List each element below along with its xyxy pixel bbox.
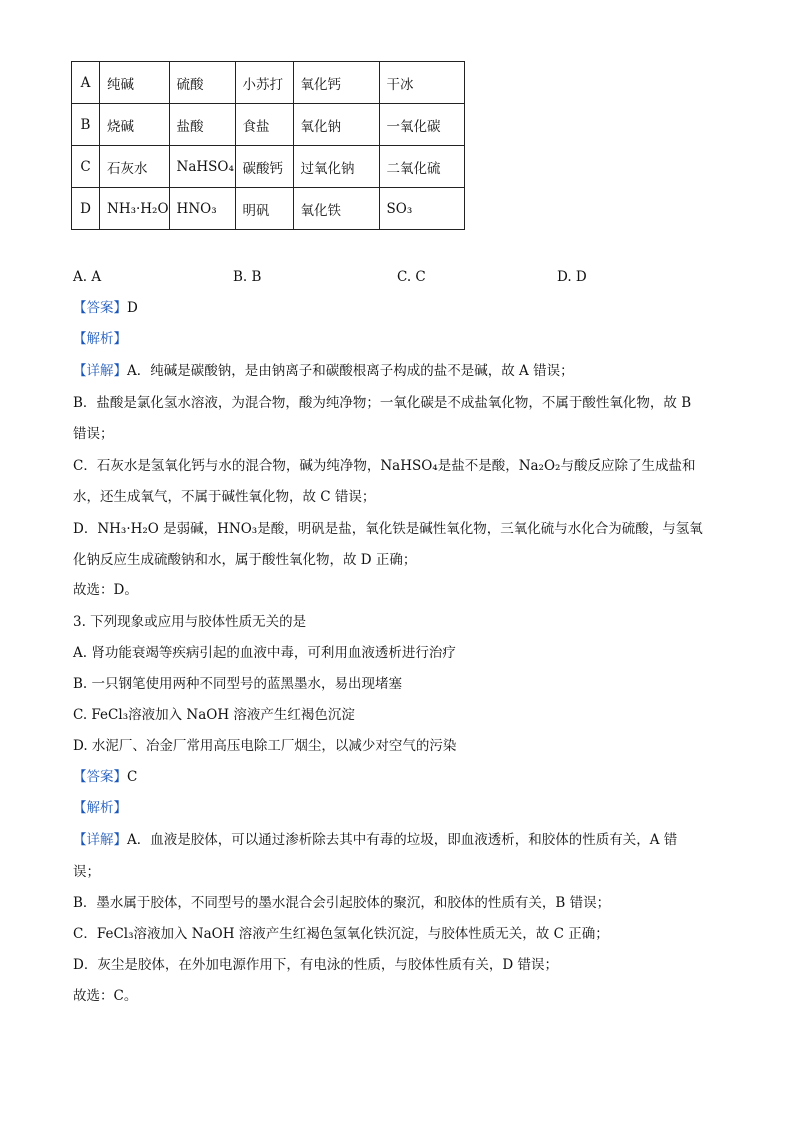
option-a: A. 肾功能衰竭等疾病引起的血液中毒，可利用血液透析进行治疗: [73, 645, 456, 661]
table-cell: 二氧化硫: [379, 146, 464, 188]
explanation-line: B．墨水属于胶体，不同型号的墨水混合会引起胶体的聚沉，和胶体的性质有关，B 错误；: [73, 895, 611, 911]
table-cell: 碳酸钙: [235, 146, 293, 188]
answer-line: [73, 767, 137, 787]
explanation-line: 故选：D。: [73, 582, 138, 598]
answer-line: [73, 298, 138, 318]
option-d: D. 水泥厂、冶金厂常用高压电除工厂烟尘，以减少对空气的污染: [73, 738, 457, 754]
choice-d: D. D: [557, 269, 587, 285]
table-cell: 氧化铁: [293, 188, 379, 230]
explanation-line: 误；: [73, 864, 100, 880]
explanation-line: C．FeCl₃溶液加入 NaOH 溶液产生红褐色氢氧化铁沉淀，与胶体性质无关，故 C 正确；: [73, 926, 609, 942]
question-stem: 3. 下列现象或应用与胶体性质无关的是: [73, 614, 307, 630]
table-cell: C: [72, 146, 100, 188]
answer-value: D: [127, 300, 138, 316]
table-cell: 氧化钙: [293, 62, 379, 104]
table-cell: 烧碱: [100, 104, 170, 146]
table-cell: NH₃·H₂O: [100, 188, 170, 230]
table-row: [72, 104, 465, 146]
table-row: [72, 62, 465, 104]
option-b: B. 一只钢笔使用两种不同型号的蓝黑墨水，易出现堵塞: [73, 676, 403, 692]
explanation-line: C．石灰水是氢氧化钙与水的混合物，碱为纯净物，NaHSO₄是盐不是酸，Na₂O₂与酸反应除了生成盐和: [73, 458, 696, 474]
table-cell: HNO₃: [169, 188, 235, 230]
analysis-tag: 【解析】: [73, 331, 127, 347]
table-cell: 明矾: [235, 188, 293, 230]
explanation-line: D．NH₃·H₂O 是弱碱，HNO₃是酸，明矾是盐，氧化铁是碱性氧化物，三氧化硫与水化合为硫酸，与氢氧: [73, 521, 703, 537]
option-c: C. FeCl₃溶液加入 NaOH 溶液产生红褐色沉淀: [73, 707, 355, 723]
table-cell: 氧化钠: [293, 104, 379, 146]
explanation-line: 【详解】A．血液是胶体，可以通过渗析除去其中有毒的垃圾，即血液透析，和胶体的性质有关，A 错: [73, 832, 678, 848]
analysis-tag: 【解析】: [73, 800, 127, 816]
explanation-line: 故选：C。: [73, 988, 138, 1004]
table-cell: 硫酸: [169, 62, 235, 104]
table-cell: 石灰水: [100, 146, 170, 188]
explanation-line: 错误；: [73, 426, 114, 442]
answer-value: C: [127, 769, 138, 785]
table-cell: D: [72, 188, 100, 230]
answer-tag: 【答案】: [73, 769, 127, 785]
table-cell: 干冰: [379, 62, 464, 104]
choice-b: B. B: [233, 269, 262, 285]
explanation-line: B．盐酸是氯化氢水溶液，为混合物，酸为纯净物；一氧化碳是不成盐氧化物，不属于酸性氧化物，故 B: [73, 395, 692, 411]
explanation-line: 【详解】A．纯碱是碳酸钠，是由钠离子和碳酸根离子构成的盐不是碱，故 A 错误；: [73, 363, 574, 379]
explanation-line: D．灰尘是胶体，在外加电源作用下，有电泳的性质，与胶体性质有关，D 错误；: [73, 957, 558, 973]
explanation-line: 化钠反应生成硫酸钠和水，属于酸性氧化物，故 D 正确；: [73, 552, 417, 568]
explanation-line: 水，还生成氧气，不属于碱性氧化物，故 C 错误；: [73, 489, 376, 505]
table-cell: B: [72, 104, 100, 146]
detail-tag: 【详解】: [73, 832, 127, 848]
choice-a: A. A: [73, 269, 102, 285]
choice-c: C. C: [397, 269, 426, 285]
classification-table: [71, 61, 465, 230]
table-row: [72, 188, 465, 230]
table-cell: A: [72, 62, 100, 104]
table-cell: 食盐: [235, 104, 293, 146]
answer-tag: 【答案】: [73, 300, 127, 316]
table-cell: 小苏打: [235, 62, 293, 104]
table-row: [72, 146, 465, 188]
table-cell: 纯碱: [100, 62, 170, 104]
table-cell: 盐酸: [169, 104, 235, 146]
table-cell: 过氧化钠: [293, 146, 379, 188]
table-cell: 一氧化碳: [379, 104, 464, 146]
table-cell: NaHSO₄: [169, 146, 235, 188]
detail-tag: 【详解】: [73, 363, 127, 379]
table-cell: SO₃: [379, 188, 464, 230]
